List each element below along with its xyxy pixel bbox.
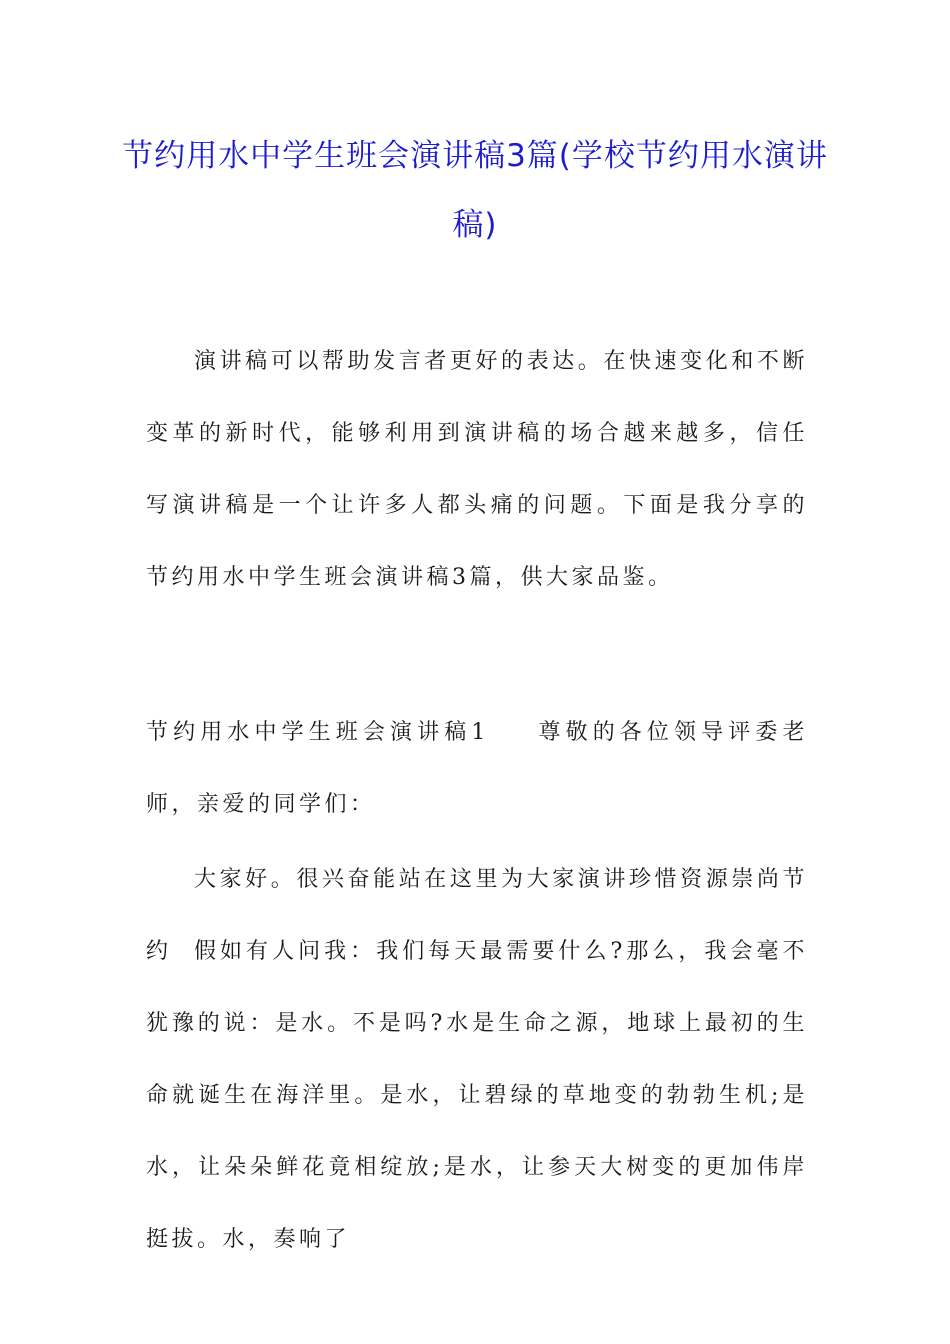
section-1-heading: 节约用水中学生班会演讲稿1 — [146, 720, 489, 745]
intro-paragraph: 演讲稿可以帮助发言者更好的表达。在快速变化和不断变革的新时代，能够利用到演讲稿的场合越来越多，信任写演讲稿是一个让许多人都头痛的问题。下面是我分享的节约用水中学生班会演讲稿3篇，供大家品鉴。 — [146, 349, 808, 590]
section-1-greeting: 尊敬的各位领导评委老师，亲爱的同学们： — [146, 720, 808, 817]
greeting-paragraph: 大家好。很兴奋能站在这里为大家演讲珍惜资源崇尚节约 — [146, 867, 808, 964]
document-title: 节约用水中学生班会演讲稿3篇(学校节约用水演讲稿) — [122, 138, 828, 243]
section-1-paragraph — [146, 697, 808, 841]
water-paragraph: 假如有人问我：我们每天最需要什么?那么，我会毫不犹豫的说：是水。不是吗?水是生命之源，地球上最初的生命就诞生在海洋里。是水，让碧绿的草地变的勃勃生机;是水，让朵朵鲜花竟相绽放;是水，让参天大树变的更加伟岸挺拔。水，奏响了 — [146, 939, 808, 1252]
